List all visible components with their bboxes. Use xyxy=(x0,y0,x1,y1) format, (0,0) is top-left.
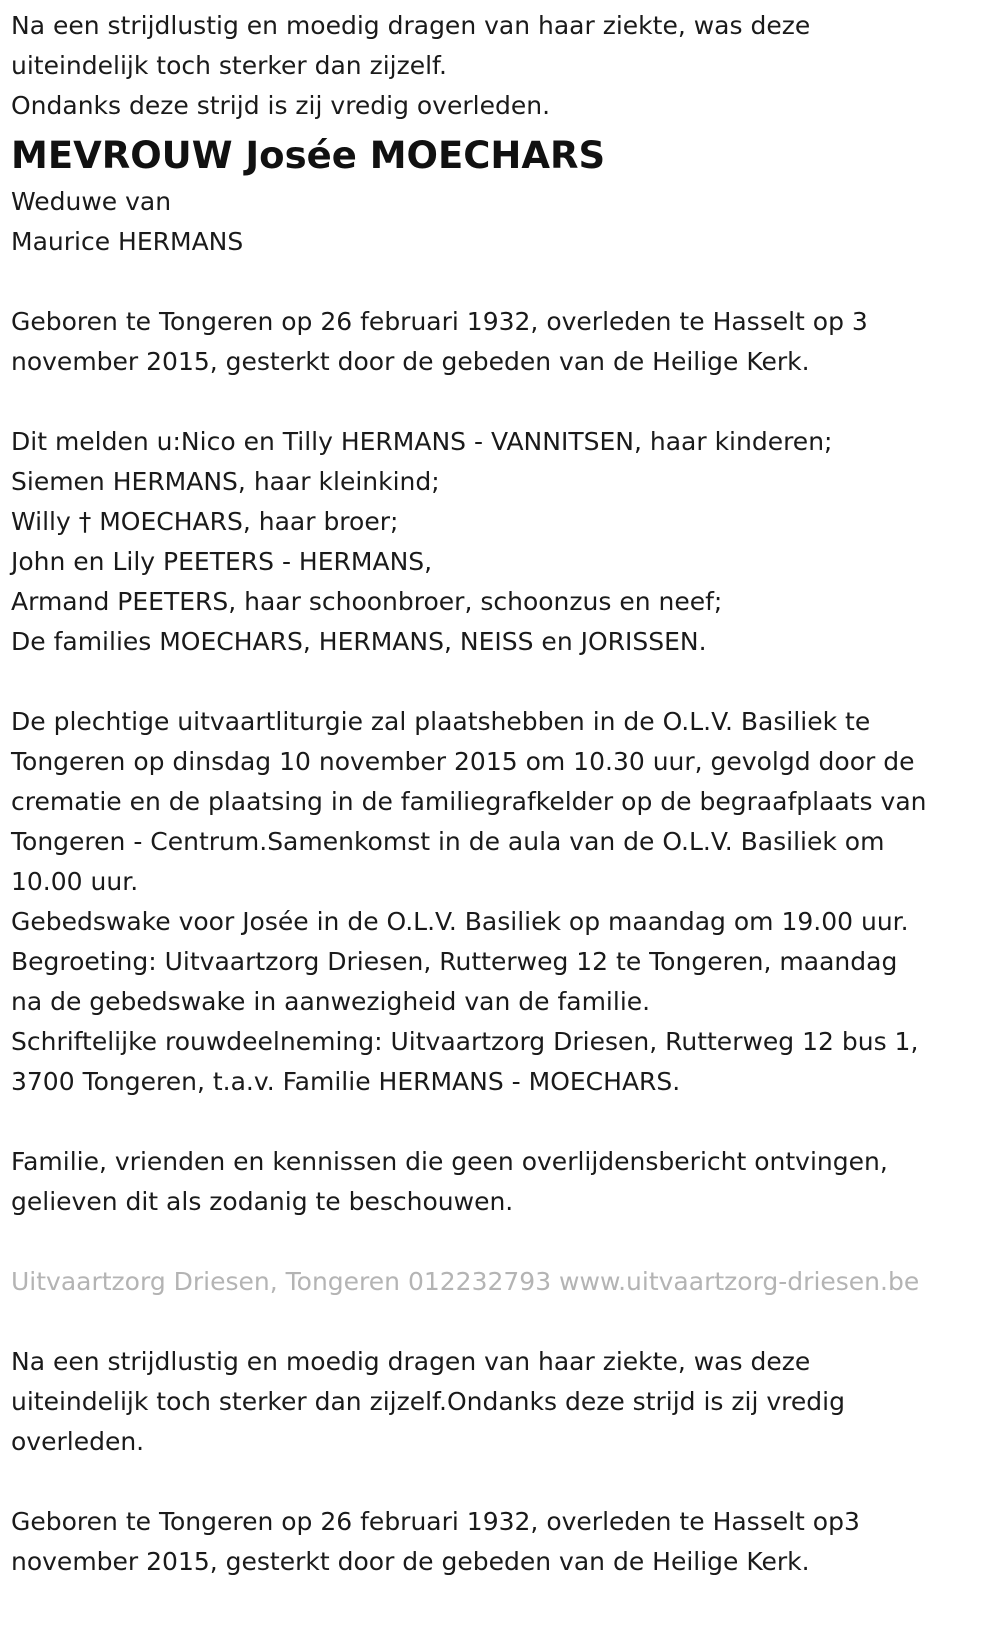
repeat-intro-line: Na een strijdlustig en moedig dragen van haar ziekte, was deze xyxy=(11,1347,811,1376)
repeat-birth-death-line: november 2015, gesterkt door de gebeden van de Heilige Kerk. xyxy=(11,1547,810,1576)
funeral-home-footer: Uitvaartzorg Driesen, Tongeren 012232793 www.uitvaartzorg-driesen.be xyxy=(11,1267,920,1296)
family-line: De families MOECHARS, HERMANS, NEISS en JORISSEN. xyxy=(11,627,707,656)
funeral-line: na de gebedswake in aanwezigheid van de familie. xyxy=(11,987,651,1016)
spouse-name: Maurice HERMANS xyxy=(11,227,244,256)
family-line: Armand PEETERS, haar schoonbroer, schoonzus en neef; xyxy=(11,587,723,616)
funeral-line: 3700 Tongeren, t.a.v. Familie HERMANS - MOECHARS. xyxy=(11,1067,681,1096)
deceased-name: MEVROUW Josée MOECHARS xyxy=(11,134,606,177)
family-line: Willy † MOECHARS, haar broer; xyxy=(11,507,399,536)
intro-line: Na een strijdlustig en moedig dragen van haar ziekte, was deze xyxy=(11,11,811,40)
repeat-birth-death-paragraph xyxy=(11,1502,990,1582)
birth-death-line: november 2015, gesterkt door de gebeden van de Heilige Kerk. xyxy=(11,347,810,376)
funeral-paragraph xyxy=(11,702,990,1102)
intro-paragraph xyxy=(11,6,990,126)
widow-label: Weduwe van xyxy=(11,187,172,216)
repeat-birth-death-line: Geboren te Tongeren op 26 februari 1932, overleden te Hasselt op3 xyxy=(11,1507,860,1536)
family-paragraph xyxy=(11,422,990,662)
family-line: Dit melden u:Nico en Tilly HERMANS - VANNITSEN, haar kinderen; xyxy=(11,427,833,456)
funeral-line: Tongeren - Centrum.Samenkomst in de aula van de O.L.V. Basiliek om xyxy=(11,827,885,856)
notice-paragraph xyxy=(11,1142,990,1222)
family-line: John en Lily PEETERS - HERMANS, xyxy=(11,547,433,576)
birth-death-paragraph xyxy=(11,302,990,382)
repeat-intro-line: uiteindelijk toch sterker dan zijzelf.Ondanks deze strijd is zij vredig xyxy=(11,1387,845,1416)
intro-line: uiteindelijk toch sterker dan zijzelf. xyxy=(11,51,447,80)
intro-line: Ondanks deze strijd is zij vredig overleden. xyxy=(11,91,551,120)
funeral-line: Tongeren op dinsdag 10 november 2015 om 10.30 uur, gevolgd door de xyxy=(11,747,915,776)
funeral-line: Schriftelijke rouwdeelneming: Uitvaartzorg Driesen, Rutterweg 12 bus 1, xyxy=(11,1027,919,1056)
funeral-line: Begroeting: Uitvaartzorg Driesen, Rutterweg 12 te Tongeren, maandag xyxy=(11,947,898,976)
notice-line: Familie, vrienden en kennissen die geen overlijdensbericht ontvingen, xyxy=(11,1147,888,1176)
funeral-line: 10.00 uur. xyxy=(11,867,139,896)
funeral-line: Gebedswake voor Josée in de O.L.V. Basiliek op maandag om 19.00 uur. xyxy=(11,907,909,936)
birth-death-line: Geboren te Tongeren op 26 februari 1932, overleden te Hasselt op 3 xyxy=(11,307,868,336)
funeral-line: De plechtige uitvaartliturgie zal plaatshebben in de O.L.V. Basiliek te xyxy=(11,707,871,736)
repeat-intro-paragraph xyxy=(11,1342,990,1462)
notice-line: gelieven dit als zodanig te beschouwen. xyxy=(11,1187,514,1216)
repeat-intro-line: overleden. xyxy=(11,1427,145,1456)
funeral-line: crematie en de plaatsing in de familiegrafkelder op de begraafplaats van xyxy=(11,787,927,816)
family-line: Siemen HERMANS, haar kleinkind; xyxy=(11,467,440,496)
